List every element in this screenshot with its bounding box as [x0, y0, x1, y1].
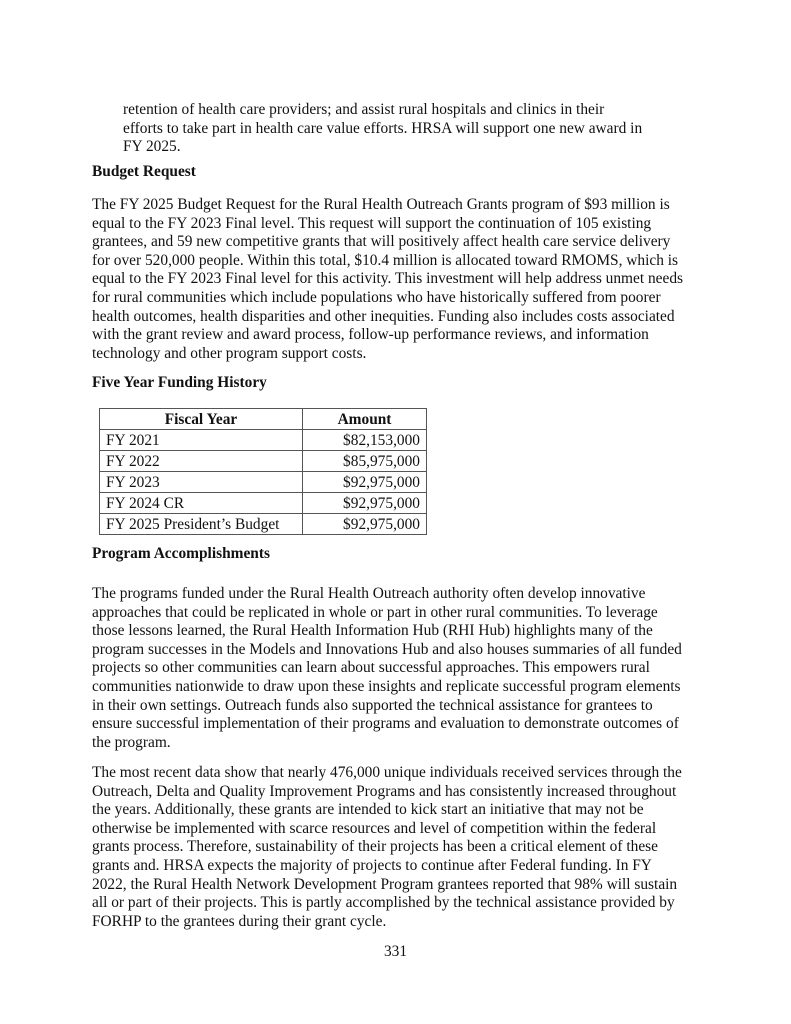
intro-continuation-paragraph: [123, 101, 642, 157]
text-line: all or part of their projects. This is partly accomplished by the technical assistance provided by: [92, 894, 675, 912]
text-line: equal to the FY 2023 Final level. This request will support the continuation of 105 existing: [92, 214, 652, 232]
column-header-fiscal-year: Fiscal Year: [100, 409, 303, 430]
table-header-row: [100, 409, 427, 430]
budget-request-heading: Budget Request: [92, 163, 196, 180]
text-line: in their own settings. Outreach funds also supported the technical assistance for grantees to: [92, 696, 653, 714]
amount-cell: $82,153,000: [303, 430, 427, 451]
text-line: approaches that could be replicated in whole or part in other rural communities. To leverage: [92, 603, 658, 621]
table-row: [100, 472, 427, 493]
text-line: program successes in the Models and Innovations Hub and also houses summaries of all funded: [92, 640, 682, 658]
column-header-amount: Amount: [303, 409, 427, 430]
program-accomplishments-heading: Program Accomplishments: [92, 545, 270, 562]
text-line: grants process. Therefore, sustainability of their projects has been a critical element of these: [92, 838, 658, 856]
text-line: for over 520,000 people. Within this total, $10.4 million is allocated toward RMOMS, which is: [92, 251, 679, 269]
text-line: 2022, the Rural Health Network Development Program grantees reported that 98% will sustain: [92, 875, 678, 893]
text-line: for rural communities which include populations who have historically suffered from poorer: [92, 288, 661, 306]
text-line: health outcomes, health disparities and other inequities. Funding also includes costs associated: [92, 307, 675, 325]
text-line: those lessons learned, the Rural Health Information Hub (RHI Hub) highlights many of the: [92, 622, 653, 640]
fiscal-year-cell: FY 2024 CR: [100, 493, 303, 514]
text-line: The most recent data show that nearly 476,000 unique individuals received services through the: [92, 764, 682, 781]
text-line: communities nationwide to draw upon these insights and replicate successful program elements: [92, 677, 681, 695]
fiscal-year-cell: FY 2025 President’s Budget: [100, 514, 303, 535]
text-line: FORHP to the grantees during their grant cycle.: [92, 912, 387, 930]
table-row: [100, 430, 427, 451]
text-line: equal to the FY 2023 Final level for this activity. This investment will help address unmet needs: [92, 270, 684, 288]
amount-cell: $92,975,000: [303, 514, 427, 535]
text-line: ensure successful implementation of their programs and evaluation to demonstrate outcomes of: [92, 715, 679, 733]
text-line: projects so other communities can learn about successful approaches. This empowers rural: [92, 659, 650, 677]
amount-cell: $85,975,000: [303, 451, 427, 472]
accomplishments-paragraph-1: [92, 585, 682, 752]
text-line: with the grant review and award process, follow-up performance reviews, and information: [92, 326, 649, 344]
text-line: FY 2025.: [123, 138, 181, 156]
text-line: grantees, and 59 new competitive grants that will positively affect health care service delivery: [92, 233, 671, 251]
page-number: 331: [383, 943, 408, 960]
amount-cell: $92,975,000: [303, 493, 427, 514]
funding-history-table: [99, 408, 427, 535]
text-line: The programs funded under the Rural Health Outreach authority often develop innovative: [92, 585, 646, 602]
text-line: grants and. HRSA expects the majority of projects to continue after Federal funding. In FY: [92, 856, 652, 874]
fiscal-year-cell: FY 2021: [100, 430, 303, 451]
text-line: otherwise be implemented with scarce resources and level of competition within the federal: [92, 819, 657, 837]
text-line: technology and other program support costs.: [92, 344, 367, 362]
text-line: Outreach, Delta and Quality Improvement Programs and has consistently increased throughout: [92, 782, 677, 800]
text-line: the years. Additionally, these grants are intended to kick start an initiative that may not be: [92, 801, 644, 819]
fiscal-year-cell: FY 2022: [100, 451, 303, 472]
table-row: [100, 514, 427, 535]
text-line: efforts to take part in health care value efforts. HRSA will support one new award in: [123, 119, 643, 137]
amount-cell: $92,975,000: [303, 472, 427, 493]
budget-request-paragraph: [92, 196, 683, 363]
text-line: the program.: [92, 733, 171, 751]
accomplishments-paragraph-2: [92, 764, 682, 931]
fiscal-year-cell: FY 2023: [100, 472, 303, 493]
text-line: retention of health care providers; and assist rural hospitals and clinics in their: [123, 101, 605, 118]
table-row: [100, 451, 427, 472]
funding-history-heading: Five Year Funding History: [92, 374, 267, 391]
table-row: [100, 493, 427, 514]
text-line: The FY 2025 Budget Request for the Rural Health Outreach Grants program of $93 million is: [92, 196, 670, 213]
